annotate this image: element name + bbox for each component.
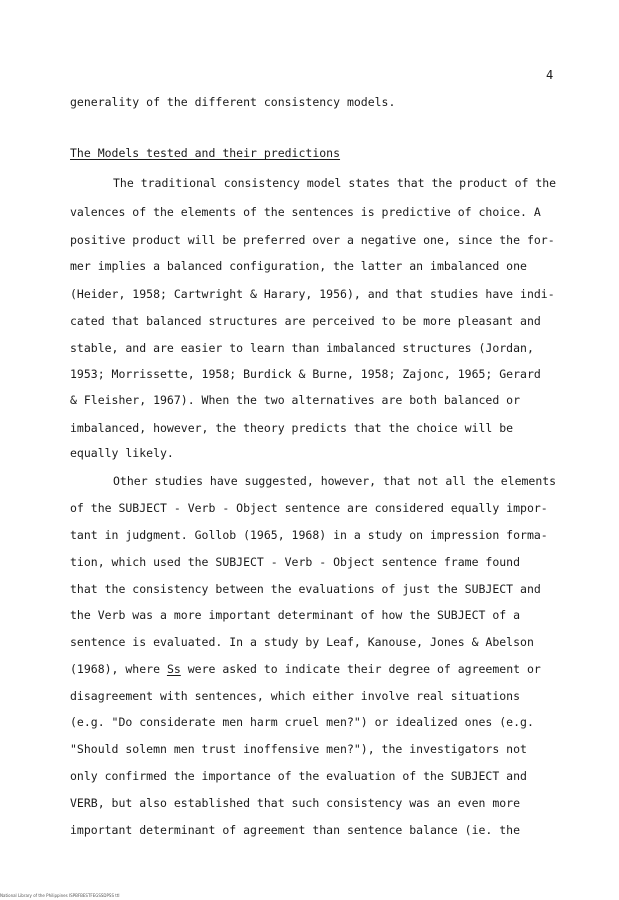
paragraph-line-14: of the SUBJECT - Verb - Object sentence are considered equally impor- [70,501,548,515]
paragraph-line-26: important determinant of agreement than sentence balance (ie. the [70,823,521,837]
paragraph-line-21: disagreement with sentences, which either involve real situations [70,689,521,703]
subjects-abbrev: Ss [166,662,181,676]
paragraph-line-6: (Heider, 1958; Cartwright & Harary, 1956), and that studies have indi- [70,287,555,301]
paragraph-line-11: imbalanced, however, the theory predicts that the choice will be [70,421,514,435]
line-20-start: (1968), where [70,662,167,676]
paragraph-line-7: cated that balanced structures are perceived to be more pleasant and [70,314,541,328]
paragraph-line-3: valences of the elements of the sentences is predictive of choice. A [70,205,541,219]
paragraph-line-10: & Fleisher, 1967). When the two alternatives are both balanced or [70,393,521,407]
paragraph-line-5: mer implies a balanced configuration, the latter an imbalanced one [70,259,527,273]
paragraph-line-25: VERB, but also established that such consistency was an even more [70,796,521,810]
section-heading: The Models tested and their predictions [70,146,341,160]
paragraph-line-1: generality of the different consistency models. [70,95,396,109]
page-number: 4 [546,68,554,82]
scan-footer: National Library of the Philippines ISPBFBESTFEGSSDPSS ttl [0,893,120,898]
paragraph-line-17: that the consistency between the evaluations of just the SUBJECT and [70,582,541,596]
paragraph-line-12: equally likely. [70,446,174,460]
paragraph-line-15: tant in judgment. Gollob (1965, 1968) in a study on impression forma- [70,528,548,542]
paragraph-line-8: stable, and are easier to learn than imbalanced structures (Jordan, [70,341,534,355]
paragraph-line-20 [70,661,541,677]
paragraph-line-13: Other studies have suggested, however, that not all the elements [113,474,557,488]
line-20-end: were asked to indicate their degree of agreement or [180,662,541,676]
paragraph-line-2: The traditional consistency model states that the product of the [113,176,557,190]
paragraph-line-19: sentence is evaluated. In a study by Leaf, Kanouse, Jones & Abelson [70,635,534,649]
paragraph-line-4: positive product will be preferred over a negative one, since the for- [70,233,555,247]
paragraph-line-16: tion, which used the SUBJECT - Verb - Object sentence frame found [70,555,521,569]
paragraph-line-23: "Should solemn men trust inoffensive men?"), the investigators not [70,742,527,756]
paragraph-line-18: the Verb was a more important determinant of how the SUBJECT of a [70,608,521,622]
paragraph-line-9: 1953; Morrissette, 1958; Burdick & Burne, 1958; Zajonc, 1965; Gerard [70,367,541,381]
paragraph-line-24: only confirmed the importance of the evaluation of the SUBJECT and [70,769,527,783]
paragraph-line-22: (e.g. "Do considerate men harm cruel men?") or idealized ones (e.g. [70,715,534,729]
